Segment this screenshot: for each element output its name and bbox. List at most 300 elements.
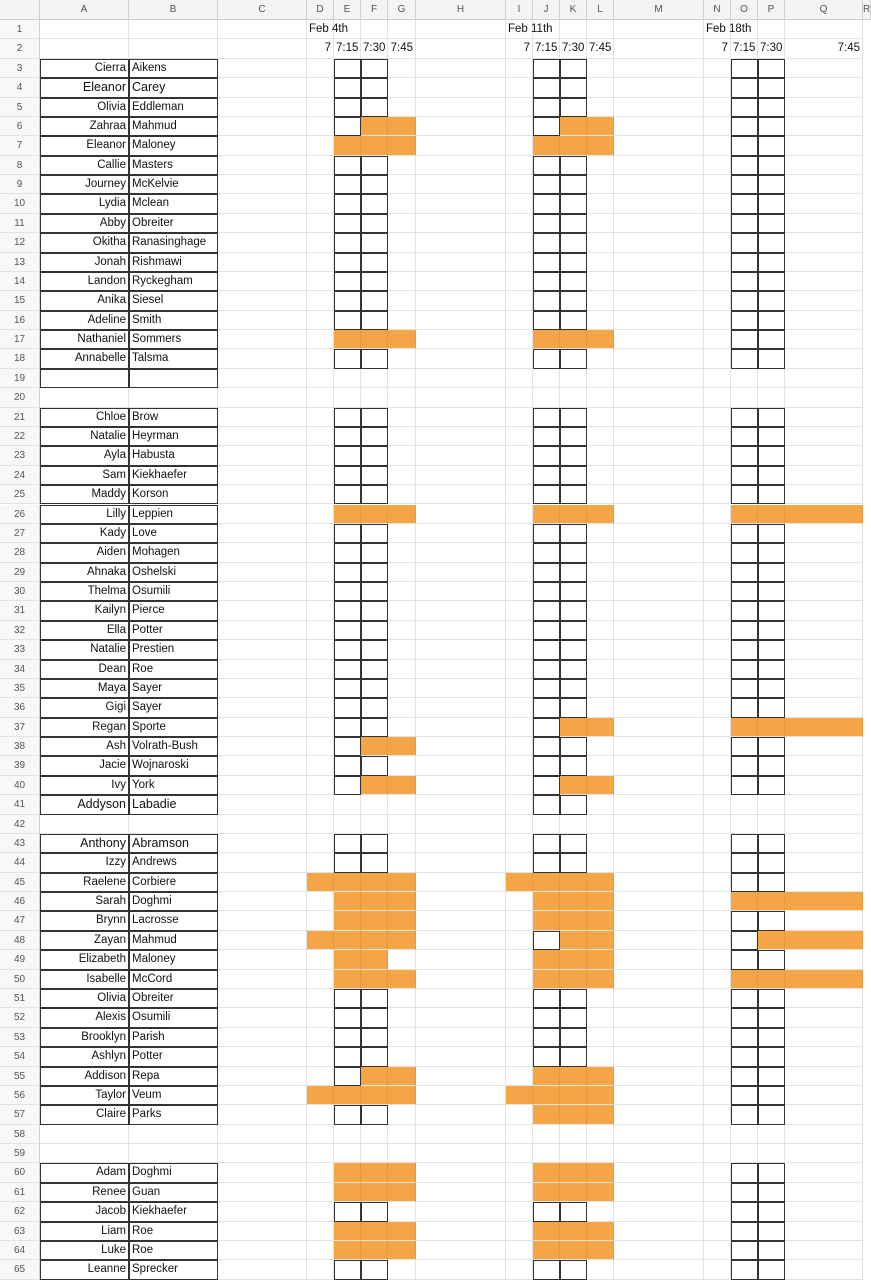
grid-cell[interactable] — [218, 1202, 307, 1221]
slot-box[interactable] — [334, 466, 361, 485]
slot-box[interactable] — [731, 1222, 758, 1241]
grid-cell[interactable] — [307, 59, 334, 78]
grid-cell[interactable] — [416, 194, 506, 213]
slot-box[interactable] — [361, 563, 388, 582]
grid-cell[interactable] — [506, 834, 533, 853]
row-header[interactable]: 56 — [0, 1086, 40, 1105]
grid-cell[interactable] — [307, 1260, 334, 1279]
first-name-cell[interactable]: Callie — [40, 156, 129, 175]
filled-slot[interactable] — [587, 950, 614, 969]
grid-cell[interactable] — [704, 505, 731, 524]
grid-cell[interactable] — [785, 1028, 863, 1047]
grid-cell[interactable] — [785, 369, 863, 388]
slot-box[interactable] — [560, 524, 587, 543]
filled-slot[interactable] — [560, 1163, 587, 1182]
row-header[interactable]: 29 — [0, 563, 40, 582]
filled-slot[interactable] — [361, 970, 388, 989]
grid-cell[interactable] — [416, 1067, 506, 1086]
slot-box[interactable] — [758, 1241, 785, 1260]
grid-cell[interactable] — [704, 756, 731, 775]
slot-box[interactable] — [334, 272, 361, 291]
grid-cell[interactable] — [614, 59, 704, 78]
grid-cell[interactable] — [704, 1008, 731, 1027]
grid-cell[interactable] — [388, 640, 416, 659]
filled-slot[interactable] — [533, 911, 560, 930]
column-header-i[interactable]: I — [506, 0, 533, 20]
grid-cell[interactable] — [218, 1241, 307, 1260]
slot-box[interactable] — [334, 156, 361, 175]
slot-box[interactable] — [533, 214, 560, 233]
slot-box[interactable] — [758, 1008, 785, 1027]
filled-slot[interactable] — [560, 776, 587, 795]
first-name-cell[interactable]: Ayla — [40, 446, 129, 465]
row-header[interactable]: 28 — [0, 543, 40, 562]
grid-cell[interactable] — [506, 756, 533, 775]
filled-slot[interactable] — [361, 117, 388, 136]
slot-box[interactable] — [560, 1047, 587, 1066]
grid-cell[interactable] — [388, 1144, 416, 1163]
slot-box[interactable] — [560, 853, 587, 872]
row-header[interactable]: 47 — [0, 911, 40, 930]
slot-box[interactable] — [758, 408, 785, 427]
slot-box[interactable] — [334, 834, 361, 853]
slot-box[interactable] — [758, 253, 785, 272]
last-name-cell[interactable]: Mclean — [129, 194, 218, 213]
column-header-e[interactable]: E — [334, 0, 361, 20]
slot-box[interactable] — [361, 640, 388, 659]
first-name-cell[interactable]: Zahraa — [40, 117, 129, 136]
slot-box[interactable] — [334, 1067, 361, 1086]
filled-slot[interactable] — [587, 1086, 614, 1105]
slot-box[interactable] — [361, 427, 388, 446]
grid-cell[interactable] — [614, 795, 704, 814]
first-name-cell[interactable]: Dean — [40, 660, 129, 679]
filled-slot[interactable] — [533, 1067, 560, 1086]
slot-box[interactable] — [560, 795, 587, 814]
slot-box[interactable] — [560, 194, 587, 213]
grid-cell[interactable] — [506, 911, 533, 930]
filled-slot[interactable] — [587, 1183, 614, 1202]
grid-cell[interactable] — [218, 911, 307, 930]
first-name-cell[interactable]: Anika — [40, 291, 129, 310]
filled-slot[interactable] — [334, 1241, 361, 1260]
grid-cell[interactable] — [416, 1105, 506, 1124]
filled-slot[interactable] — [758, 505, 785, 524]
grid-cell[interactable] — [506, 601, 533, 620]
grid-cell[interactable] — [218, 1260, 307, 1279]
grid-cell[interactable] — [785, 524, 863, 543]
grid-cell[interactable] — [218, 1086, 307, 1105]
grid-cell[interactable] — [506, 388, 533, 407]
slot-box[interactable] — [560, 563, 587, 582]
grid-cell[interactable] — [614, 466, 704, 485]
filled-slot[interactable] — [361, 1222, 388, 1241]
grid-cell[interactable] — [388, 834, 416, 853]
grid-cell[interactable] — [614, 1144, 704, 1163]
grid-cell[interactable] — [218, 737, 307, 756]
grid-cell[interactable] — [218, 98, 307, 117]
slot-box[interactable] — [533, 311, 560, 330]
last-name-cell[interactable]: Talsma — [129, 349, 218, 368]
first-name-cell[interactable]: Maddy — [40, 485, 129, 504]
filled-slot[interactable] — [533, 892, 560, 911]
filled-slot[interactable] — [758, 718, 785, 737]
grid-cell[interactable] — [614, 873, 704, 892]
grid-cell[interactable] — [388, 311, 416, 330]
slot-box[interactable] — [334, 776, 361, 795]
grid-cell[interactable] — [587, 59, 614, 78]
filled-slot[interactable] — [560, 931, 587, 950]
grid-cell[interactable] — [416, 136, 506, 155]
grid-cell[interactable] — [416, 505, 506, 524]
grid-cell[interactable] — [218, 834, 307, 853]
grid-cell[interactable] — [704, 543, 731, 562]
grid-cell[interactable] — [218, 563, 307, 582]
grid-cell[interactable] — [416, 427, 506, 446]
grid-cell[interactable] — [506, 795, 533, 814]
first-name-cell[interactable]: Nathaniel — [40, 330, 129, 349]
grid-cell[interactable] — [307, 311, 334, 330]
filled-slot[interactable] — [785, 718, 863, 737]
grid-cell[interactable] — [506, 156, 533, 175]
grid-cell[interactable] — [758, 795, 785, 814]
last-name-cell[interactable]: Doghmi — [129, 892, 218, 911]
grid-cell[interactable] — [307, 1125, 334, 1144]
grid-cell[interactable] — [506, 660, 533, 679]
grid-cell[interactable] — [785, 873, 863, 892]
grid-cell[interactable] — [785, 1067, 863, 1086]
grid-cell[interactable] — [506, 408, 533, 427]
grid-cell[interactable] — [218, 698, 307, 717]
grid-cell[interactable] — [785, 582, 863, 601]
grid-cell[interactable] — [704, 640, 731, 659]
row-header[interactable]: 35 — [0, 679, 40, 698]
grid-cell[interactable] — [416, 640, 506, 659]
grid-cell[interactable] — [506, 698, 533, 717]
row-header[interactable]: 5 — [0, 98, 40, 117]
slot-box[interactable] — [361, 1008, 388, 1027]
grid-cell[interactable] — [218, 815, 307, 834]
grid-cell[interactable] — [704, 98, 731, 117]
filled-slot[interactable] — [506, 873, 533, 892]
grid-cell[interactable] — [40, 39, 129, 58]
grid-cell[interactable] — [704, 1163, 731, 1182]
slot-box[interactable] — [361, 989, 388, 1008]
first-name-cell[interactable]: Eleanor — [40, 136, 129, 155]
slot-box[interactable] — [361, 233, 388, 252]
grid-cell[interactable] — [506, 1125, 533, 1144]
grid-cell[interactable] — [388, 1028, 416, 1047]
slot-box[interactable] — [334, 1008, 361, 1027]
grid-cell[interactable] — [129, 815, 218, 834]
grid-cell[interactable] — [388, 718, 416, 737]
grid-cell[interactable] — [416, 291, 506, 310]
filled-slot[interactable] — [334, 505, 361, 524]
slot-box[interactable] — [334, 408, 361, 427]
filled-slot[interactable] — [533, 970, 560, 989]
grid-cell[interactable] — [614, 853, 704, 872]
slot-box[interactable] — [533, 834, 560, 853]
slot-box[interactable] — [731, 621, 758, 640]
grid-cell[interactable] — [388, 175, 416, 194]
filled-slot[interactable] — [361, 737, 388, 756]
grid-cell[interactable] — [614, 39, 704, 58]
slot-box[interactable] — [731, 679, 758, 698]
grid-cell[interactable] — [307, 98, 334, 117]
filled-slot[interactable] — [388, 1222, 416, 1241]
grid-cell[interactable] — [587, 388, 614, 407]
grid-cell[interactable] — [785, 194, 863, 213]
grid-cell[interactable] — [218, 369, 307, 388]
slot-box[interactable] — [334, 1202, 361, 1221]
grid-cell[interactable] — [218, 795, 307, 814]
grid-cell[interactable] — [218, 485, 307, 504]
grid-cell[interactable] — [533, 1144, 560, 1163]
slot-box[interactable] — [731, 78, 758, 97]
grid-cell[interactable] — [587, 349, 614, 368]
row-header[interactable]: 15 — [0, 291, 40, 310]
grid-cell[interactable] — [388, 408, 416, 427]
filled-slot[interactable] — [361, 776, 388, 795]
grid-cell[interactable] — [704, 1222, 731, 1241]
grid-cell[interactable] — [388, 660, 416, 679]
grid-cell[interactable] — [218, 117, 307, 136]
first-name-cell[interactable]: Gigi — [40, 698, 129, 717]
column-header-f[interactable]: F — [361, 0, 388, 20]
slot-box[interactable] — [334, 660, 361, 679]
slot-box[interactable] — [560, 601, 587, 620]
slot-box[interactable] — [758, 175, 785, 194]
grid-cell[interactable] — [506, 98, 533, 117]
first-name-cell[interactable]: Maya — [40, 679, 129, 698]
last-name-cell[interactable]: Sayer — [129, 698, 218, 717]
slot-box[interactable] — [731, 1008, 758, 1027]
grid-cell[interactable] — [218, 1144, 307, 1163]
grid-cell[interactable] — [785, 98, 863, 117]
filled-slot[interactable] — [388, 737, 416, 756]
grid-cell[interactable] — [785, 853, 863, 872]
slot-box[interactable] — [758, 59, 785, 78]
select-all-corner[interactable] — [0, 0, 40, 20]
row-header[interactable]: 51 — [0, 989, 40, 1008]
grid-cell[interactable] — [416, 59, 506, 78]
slot-box[interactable] — [758, 601, 785, 620]
last-name-cell[interactable]: Mahmud — [129, 931, 218, 950]
slot-box[interactable] — [334, 1047, 361, 1066]
grid-cell[interactable] — [506, 214, 533, 233]
grid-cell[interactable] — [614, 485, 704, 504]
slot-box[interactable] — [361, 1202, 388, 1221]
row-header[interactable]: 27 — [0, 524, 40, 543]
row-header[interactable]: 62 — [0, 1202, 40, 1221]
slot-box[interactable] — [731, 59, 758, 78]
slot-box[interactable] — [361, 291, 388, 310]
grid-cell[interactable] — [614, 950, 704, 969]
grid-cell[interactable] — [506, 524, 533, 543]
grid-cell[interactable] — [785, 679, 863, 698]
last-name-cell[interactable]: Potter — [129, 621, 218, 640]
grid-cell[interactable] — [307, 718, 334, 737]
slot-box[interactable] — [361, 311, 388, 330]
grid-cell[interactable] — [307, 892, 334, 911]
first-name-cell[interactable]: Alexis — [40, 1008, 129, 1027]
filled-slot[interactable] — [560, 970, 587, 989]
slot-box[interactable] — [758, 1260, 785, 1279]
grid-cell[interactable] — [416, 524, 506, 543]
grid-cell[interactable] — [307, 194, 334, 213]
last-name-cell[interactable]: Maloney — [129, 950, 218, 969]
slot-box[interactable] — [731, 543, 758, 562]
grid-cell[interactable] — [218, 311, 307, 330]
grid-cell[interactable] — [704, 931, 731, 950]
grid-cell[interactable] — [704, 679, 731, 698]
grid-cell[interactable] — [416, 1028, 506, 1047]
grid-cell[interactable] — [218, 136, 307, 155]
grid-cell[interactable] — [614, 311, 704, 330]
grid-cell[interactable] — [614, 272, 704, 291]
slot-box[interactable] — [334, 175, 361, 194]
grid-cell[interactable] — [506, 446, 533, 465]
row-header[interactable]: 19 — [0, 369, 40, 388]
grid-cell[interactable] — [614, 563, 704, 582]
slot-box[interactable] — [533, 640, 560, 659]
slot-box[interactable] — [731, 253, 758, 272]
slot-box[interactable] — [731, 194, 758, 213]
filled-slot[interactable] — [587, 1222, 614, 1241]
grid-cell[interactable] — [334, 369, 361, 388]
grid-cell[interactable] — [218, 1028, 307, 1047]
grid-cell[interactable] — [533, 369, 560, 388]
filled-slot[interactable] — [361, 931, 388, 950]
grid-cell[interactable] — [218, 853, 307, 872]
last-name-cell[interactable]: Rishmawi — [129, 253, 218, 272]
grid-cell[interactable] — [704, 776, 731, 795]
grid-cell[interactable] — [704, 349, 731, 368]
last-name-cell[interactable]: Sommers — [129, 330, 218, 349]
grid-cell[interactable] — [560, 388, 587, 407]
grid-cell[interactable] — [388, 524, 416, 543]
grid-cell[interactable] — [218, 505, 307, 524]
column-header-r[interactable]: R — [863, 0, 871, 20]
slot-box[interactable] — [758, 194, 785, 213]
slot-box[interactable] — [533, 78, 560, 97]
slot-box[interactable] — [533, 233, 560, 252]
grid-cell[interactable] — [785, 20, 863, 39]
grid-cell[interactable] — [506, 1144, 533, 1163]
grid-cell[interactable] — [614, 737, 704, 756]
grid-cell[interactable] — [704, 892, 731, 911]
slot-box[interactable] — [758, 660, 785, 679]
row-header[interactable]: 43 — [0, 834, 40, 853]
slot-box[interactable] — [560, 233, 587, 252]
grid-cell[interactable] — [785, 1047, 863, 1066]
grid-cell[interactable] — [416, 563, 506, 582]
grid-cell[interactable] — [388, 98, 416, 117]
grid-cell[interactable] — [416, 272, 506, 291]
grid-cell[interactable] — [307, 950, 334, 969]
grid-cell[interactable] — [218, 1067, 307, 1086]
grid-cell[interactable] — [704, 175, 731, 194]
grid-cell[interactable] — [388, 1105, 416, 1124]
slot-box[interactable] — [361, 1105, 388, 1124]
grid-cell[interactable] — [218, 194, 307, 213]
slot-box[interactable] — [334, 737, 361, 756]
column-header-j[interactable]: J — [533, 0, 560, 20]
slot-box[interactable] — [334, 78, 361, 97]
slot-box[interactable] — [731, 1163, 758, 1182]
filled-slot[interactable] — [388, 776, 416, 795]
row-header[interactable]: 33 — [0, 640, 40, 659]
filled-slot[interactable] — [334, 136, 361, 155]
row-header[interactable]: 41 — [0, 795, 40, 814]
filled-slot[interactable] — [361, 892, 388, 911]
slot-box[interactable] — [334, 640, 361, 659]
grid-cell[interactable] — [785, 291, 863, 310]
row-header[interactable]: 48 — [0, 931, 40, 950]
grid-cell[interactable] — [218, 621, 307, 640]
grid-cell[interactable] — [587, 698, 614, 717]
row-header[interactable]: 6 — [0, 117, 40, 136]
slot-box[interactable] — [758, 756, 785, 775]
grid-cell[interactable] — [506, 970, 533, 989]
grid-cell[interactable] — [307, 582, 334, 601]
grid-cell[interactable] — [307, 253, 334, 272]
grid-cell[interactable] — [218, 330, 307, 349]
first-name-cell[interactable]: Ella — [40, 621, 129, 640]
grid-cell[interactable] — [506, 1222, 533, 1241]
grid-cell[interactable] — [307, 1067, 334, 1086]
grid-cell[interactable] — [506, 1047, 533, 1066]
grid-cell[interactable] — [731, 815, 758, 834]
filled-slot[interactable] — [587, 505, 614, 524]
filled-slot[interactable] — [560, 136, 587, 155]
grid-cell[interactable] — [587, 291, 614, 310]
filled-slot[interactable] — [533, 1222, 560, 1241]
grid-cell[interactable] — [785, 1125, 863, 1144]
slot-box[interactable] — [758, 640, 785, 659]
slot-box[interactable] — [758, 78, 785, 97]
grid-cell[interactable] — [731, 1144, 758, 1163]
grid-cell[interactable] — [614, 117, 704, 136]
last-name-cell[interactable]: Sprecker — [129, 1260, 218, 1279]
slot-box[interactable] — [731, 1067, 758, 1086]
grid-cell[interactable] — [506, 59, 533, 78]
grid-cell[interactable] — [587, 815, 614, 834]
grid-cell[interactable] — [307, 737, 334, 756]
row-header[interactable]: 32 — [0, 621, 40, 640]
filled-slot[interactable] — [533, 1105, 560, 1124]
first-name-cell[interactable]: Addyson — [40, 795, 129, 814]
first-name-cell[interactable]: Cierra — [40, 59, 129, 78]
first-name-cell[interactable]: Regan — [40, 718, 129, 737]
slot-box[interactable] — [758, 1047, 785, 1066]
grid-cell[interactable] — [506, 175, 533, 194]
grid-cell[interactable] — [361, 795, 388, 814]
grid-cell[interactable] — [388, 369, 416, 388]
filled-slot[interactable] — [587, 718, 614, 737]
grid-cell[interactable] — [506, 485, 533, 504]
filled-slot[interactable] — [388, 1241, 416, 1260]
slot-box[interactable] — [334, 563, 361, 582]
slot-box[interactable] — [731, 640, 758, 659]
grid-cell[interactable] — [506, 505, 533, 524]
last-name-cell[interactable]: Mahmud — [129, 117, 218, 136]
grid-cell[interactable] — [704, 233, 731, 252]
grid-cell[interactable] — [587, 466, 614, 485]
slot-box[interactable] — [334, 253, 361, 272]
row-header[interactable]: 55 — [0, 1067, 40, 1086]
slot-box[interactable] — [533, 253, 560, 272]
